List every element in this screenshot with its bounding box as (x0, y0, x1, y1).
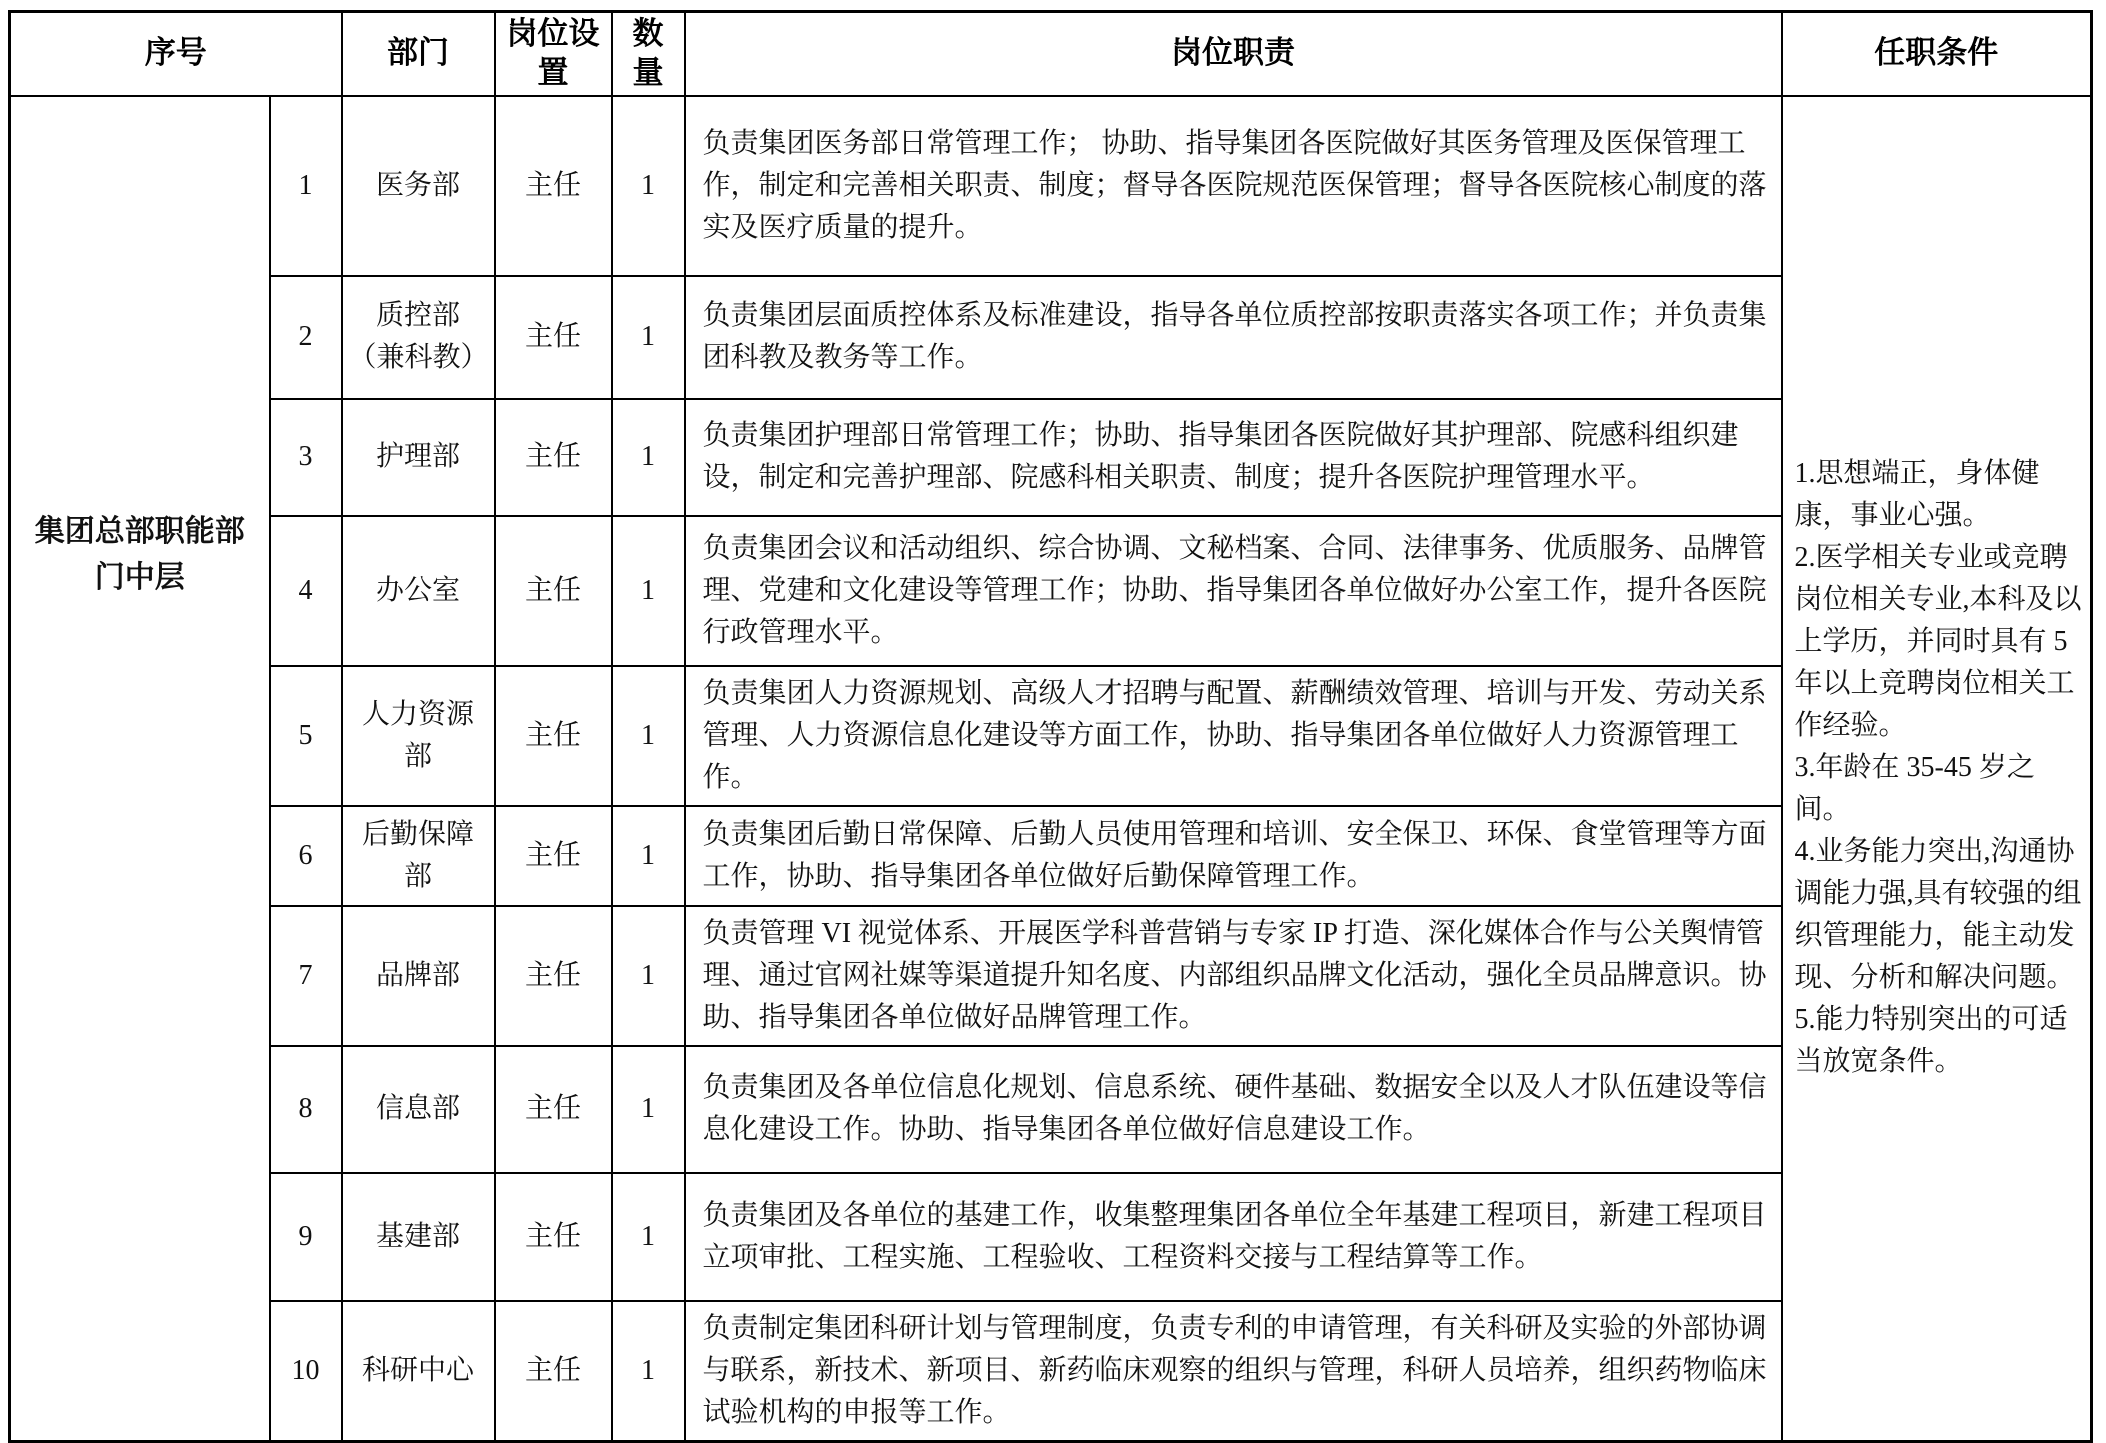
serial-cell: 8 (270, 1046, 342, 1173)
header-row (10, 12, 2092, 96)
header-count: 数量 (612, 12, 685, 96)
count-cell: 1 (612, 276, 685, 399)
count-cell: 1 (612, 666, 685, 806)
department-cell: 人力资源部 (342, 666, 495, 806)
position-cell: 主任 (495, 276, 612, 399)
department-cell: 基建部 (342, 1173, 495, 1301)
position-cell: 主任 (495, 806, 612, 906)
count-cell: 1 (612, 1173, 685, 1301)
table-row (10, 1173, 2092, 1301)
requirement-item: 1.思想端正，身体健康，事业心强。 (1794, 458, 2040, 531)
count-cell: 1 (612, 906, 685, 1046)
serial-cell: 10 (270, 1301, 342, 1442)
count-cell: 1 (612, 516, 685, 666)
requirement-item: 5.能力特别突出的可适当放宽条件。 (1794, 1004, 2068, 1077)
duty-cell: 负责集团会议和活动组织、综合协调、文秘档案、合同、法律事务、优质服务、品牌管理、党建和文化建设等管理工作；协助、指导集团各单位做好办公室工作，提升各医院行政管理水平。 (685, 516, 1782, 666)
header-position-setting: 岗位设置 (495, 12, 612, 96)
position-cell: 主任 (495, 399, 612, 516)
table-row (10, 906, 2092, 1046)
table-body (10, 96, 2092, 1442)
serial-cell: 2 (270, 276, 342, 399)
header-department: 部门 (342, 12, 495, 96)
serial-cell: 4 (270, 516, 342, 666)
duty-cell: 负责集团护理部日常管理工作；协助、指导集团各医院做好其护理部、院感科组织建设，制定和完善护理部、院感科相关职责、制度；提升各医院护理管理水平。 (685, 399, 1782, 516)
department-cell: 后勤保障部 (342, 806, 495, 906)
duty-cell: 负责管理 VI 视觉体系、开展医学科普营销与专家 IP 打造、深化媒体合作与公关舆情管理、通过官网社媒等渠道提升知名度、内部组织品牌文化活动，强化全员品牌意识。协助、指导集团各单位做好品牌管理工作。 (685, 906, 1782, 1046)
count-cell: 1 (612, 1301, 685, 1442)
serial-cell: 3 (270, 399, 342, 516)
department-cell: 质控部（兼科教） (342, 276, 495, 399)
table-header (10, 12, 2092, 96)
table-row (10, 516, 2092, 666)
count-cell: 1 (612, 96, 685, 276)
position-cell: 主任 (495, 1173, 612, 1301)
serial-cell: 1 (270, 96, 342, 276)
count-cell: 1 (612, 1046, 685, 1173)
position-cell: 主任 (495, 906, 612, 1046)
duty-cell: 负责制定集团科研计划与管理制度，负责专利的申请管理，有关科研及实验的外部协调与联系，新技术、新项目、新药临床观察的组织与管理，科研人员培养，组织药物临床试验机构的申报等工作。 (685, 1301, 1782, 1442)
header-serial: 序号 (10, 12, 342, 96)
department-cell: 医务部 (342, 96, 495, 276)
position-cell: 主任 (495, 1046, 612, 1173)
duty-cell: 负责集团及各单位信息化规划、信息系统、硬件基础、数据安全以及人才队伍建设等信息化建设工作。协助、指导集团各单位做好信息建设工作。 (685, 1046, 1782, 1173)
duty-cell: 负责集团层面质控体系及标准建设，指导各单位质控部按职责落实各项工作；并负责集团科教及教务等工作。 (685, 276, 1782, 399)
duty-cell: 负责集团后勤日常保障、后勤人员使用管理和培训、安全保卫、环保、食堂管理等方面工作，协助、指导集团各单位做好后勤保障管理工作。 (685, 806, 1782, 906)
position-cell: 主任 (495, 666, 612, 806)
table-row (10, 1301, 2092, 1442)
position-cell: 主任 (495, 96, 612, 276)
table-row (10, 96, 2092, 276)
serial-cell: 5 (270, 666, 342, 806)
duty-cell: 负责集团人力资源规划、高级人才招聘与配置、薪酬绩效管理、培训与开发、劳动关系管理、人力资源信息化建设等方面工作，协助、指导集团各单位做好人力资源管理工作。 (685, 666, 1782, 806)
count-cell: 1 (612, 399, 685, 516)
serial-cell: 9 (270, 1173, 342, 1301)
requirements-cell (1782, 96, 2092, 1442)
count-cell: 1 (612, 806, 685, 906)
department-cell: 科研中心 (342, 1301, 495, 1442)
table-row (10, 399, 2092, 516)
requirement-item: 3.年龄在 35-45 岁之间。 (1794, 752, 2035, 825)
header-requirement: 任职条件 (1782, 12, 2092, 96)
table-row (10, 806, 2092, 906)
duty-cell: 负责集团医务部日常管理工作； 协助、指导集团各医院做好其医务管理及医保管理工作，制定和完善相关职责、制度；督导各医院规范医保管理；督导各医院核心制度的落实及医疗质量的提升。 (685, 96, 1782, 276)
requirement-item: 2.医学相关专业或竞聘岗位相关专业,本科及以上学历，并同时具有 5 年以上竞聘岗位相关工作经验。 (1794, 542, 2082, 741)
requirement-item: 4.业务能力突出,沟通协调能力强,具有较强的组织管理能力，能主动发现、分析和解决问题。 (1794, 836, 2082, 993)
header-duty: 岗位职责 (685, 12, 1782, 96)
position-cell: 主任 (495, 516, 612, 666)
job-positions-table (8, 10, 2093, 1443)
table-row (10, 1046, 2092, 1173)
position-cell: 主任 (495, 1301, 612, 1442)
serial-cell: 7 (270, 906, 342, 1046)
serial-cell: 6 (270, 806, 342, 906)
group-label-cell: 集团总部职能部门中层 (10, 96, 270, 1442)
department-cell: 品牌部 (342, 906, 495, 1046)
department-cell: 办公室 (342, 516, 495, 666)
department-cell: 护理部 (342, 399, 495, 516)
department-cell: 信息部 (342, 1046, 495, 1173)
table-row (10, 666, 2092, 806)
table-row (10, 276, 2092, 399)
duty-cell: 负责集团及各单位的基建工作，收集整理集团各单位全年基建工程项目，新建工程项目立项审批、工程实施、工程验收、工程资料交接与工程结算等工作。 (685, 1173, 1782, 1301)
